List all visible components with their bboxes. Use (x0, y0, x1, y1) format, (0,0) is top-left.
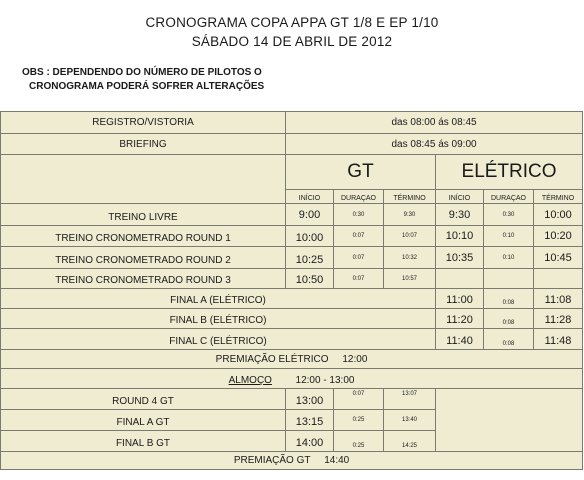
row-premiacao-eletrico (1, 350, 583, 369)
premiacao-eletrico: PREMIAÇÃO ELÉTRICO 12:00 (1, 350, 583, 369)
almoco-label: ALMOÇO (228, 375, 272, 386)
treino-label: TREINO LIVRE (1, 204, 286, 226)
el-termino (534, 269, 583, 289)
treino-label: TREINO CRONOMETRADO ROUND 2 (1, 247, 286, 269)
row-almoco (1, 369, 583, 389)
gt-row-label: FINAL B GT (1, 431, 286, 452)
el-termino: 10:00 (534, 204, 583, 226)
gt-duracao: 0:07 (334, 247, 384, 269)
el-duracao: 0:10 (484, 226, 534, 247)
el-termino-header: TÉRMINO (534, 190, 583, 204)
almoco-time: 12:00 - 13:00 (295, 375, 355, 386)
el-termino: 10:20 (534, 226, 583, 247)
gt-inicio: 10:25 (286, 247, 334, 269)
briefing-label: BRIEFING (1, 134, 286, 155)
el-termino: 11:48 (534, 329, 583, 350)
almoco (1, 369, 583, 389)
el-inicio: 9:30 (436, 204, 484, 226)
schedule-table (0, 111, 583, 470)
el-inicio (436, 269, 484, 289)
el-duracao: 0:08 (484, 329, 534, 350)
gt-duracao-header: DURAÇAO (334, 190, 384, 204)
gt-termino: 10:32 (384, 247, 436, 269)
document-date: SÁBADO 14 DE ABRIL DE 2012 (191, 34, 393, 49)
row-briefing (1, 134, 583, 155)
row-treino-round-3 (1, 269, 583, 289)
el-duracao-header: DURAÇAO (484, 190, 534, 204)
gt-inicio: 10:50 (286, 269, 334, 289)
row-treino-round-2 (1, 247, 583, 269)
el-inicio: 11:20 (436, 309, 484, 329)
el-termino: 10:45 (534, 247, 583, 269)
gt-termino: 14:25 (384, 431, 436, 452)
row-final-c-eletrico (1, 329, 583, 350)
gt-inicio-header: INÍCIO (286, 190, 334, 204)
briefing-time: das 08:45 ás 09:00 (286, 134, 583, 155)
el-duracao: 0:08 (484, 309, 534, 329)
group-gt: GT (286, 155, 436, 190)
el-inicio: 11:00 (436, 289, 484, 309)
treino-label: TREINO CRONOMETRADO ROUND 1 (1, 226, 286, 247)
premiacao-gt: PREMIAÇÃO GT 14:40 (1, 452, 583, 470)
el-termino: 11:28 (534, 309, 583, 329)
el-duracao (484, 269, 534, 289)
registro-label: REGISTRO/VISTORIA (1, 112, 286, 134)
gt-termino: 13:07 (384, 389, 436, 410)
row-treino-livre (1, 204, 583, 226)
gt-inicio: 13:00 (286, 389, 334, 410)
row-final-a-eletrico (1, 289, 583, 309)
el-termino: 11:08 (534, 289, 583, 309)
final-eletrico-label: FINAL C (ELÉTRICO) (1, 329, 436, 350)
observation-note (22, 66, 264, 94)
el-inicio: 11:40 (436, 329, 484, 350)
document-title: CRONOGRAMA COPA APPA GT 1/8 E EP 1/10 (145, 15, 439, 30)
gt-inicio: 9:00 (286, 204, 334, 226)
gt-termino: 9:30 (384, 204, 436, 226)
row-premiacao-gt (1, 452, 583, 470)
el-duracao: 0:10 (484, 247, 534, 269)
el-duracao: 0:30 (484, 204, 534, 226)
obs-line-2: CRONOGRAMA PODERÁ SOFRER ALTERAÇÕES (29, 81, 265, 92)
registro-time: das 08:00 ás 08:45 (286, 112, 583, 134)
el-inicio-header: INÍCIO (436, 190, 484, 204)
gt-duracao: 0:07 (334, 226, 384, 247)
gt-row-label: ROUND 4 GT (1, 389, 286, 410)
gt-inicio: 14:00 (286, 431, 334, 452)
gt-termino-header: TÉRMINO (384, 190, 436, 204)
obs-line-1: OBS : DEPENDENDO DO NÚMERO DE PILOTOS O (22, 67, 262, 78)
gt-duracao: 0:25 (334, 410, 384, 431)
gt-duracao: 0:30 (334, 204, 384, 226)
el-duracao: 0:08 (484, 289, 534, 309)
el-inicio: 10:35 (436, 247, 484, 269)
row-treino-round-1 (1, 226, 583, 247)
treino-label: TREINO CRONOMETRADO ROUND 3 (1, 269, 286, 289)
gt-termino: 13:40 (384, 410, 436, 431)
gt-rows-blank (436, 389, 583, 452)
gt-duracao: 0:07 (334, 269, 384, 289)
row-round-4-gt (1, 389, 583, 410)
group-eletrico: ELÉTRICO (436, 155, 583, 190)
gt-inicio: 10:00 (286, 226, 334, 247)
gt-duracao: 0:25 (334, 431, 384, 452)
gt-termino: 10:07 (384, 226, 436, 247)
header-blank (1, 155, 286, 204)
row-final-b-eletrico (1, 309, 583, 329)
gt-duracao: 0:07 (334, 389, 384, 410)
gt-inicio: 13:15 (286, 410, 334, 431)
gt-termino: 10:57 (384, 269, 436, 289)
final-eletrico-label: FINAL B (ELÉTRICO) (1, 309, 436, 329)
el-inicio: 10:10 (436, 226, 484, 247)
final-eletrico-label: FINAL A (ELÉTRICO) (1, 289, 436, 309)
row-groups (1, 155, 583, 190)
row-registro (1, 112, 583, 134)
gt-row-label: FINAL A GT (1, 410, 286, 431)
